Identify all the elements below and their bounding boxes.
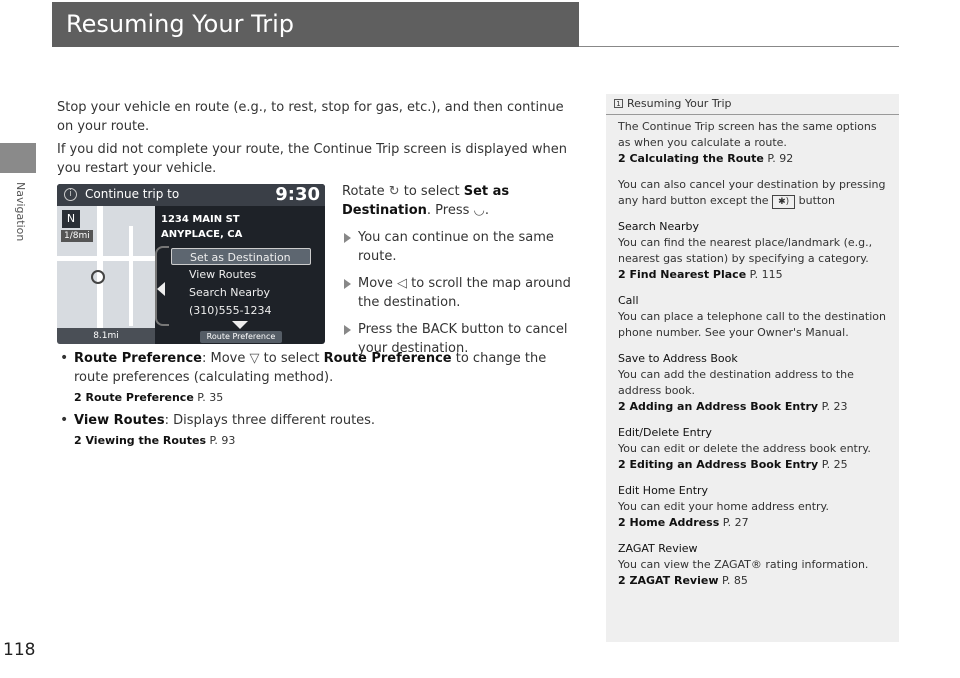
- note-block: [618, 483, 887, 531]
- step-text: to select: [403, 184, 460, 199]
- note-link[interactable]: [618, 515, 887, 531]
- sidebar-header: [606, 94, 899, 115]
- note-block: [618, 219, 887, 283]
- destination-address: [161, 212, 242, 242]
- note-link[interactable]: [618, 151, 887, 167]
- page-number: 118: [3, 640, 36, 660]
- step-text: to scroll the map around the destination.: [358, 276, 571, 310]
- screen-header: [57, 184, 325, 206]
- section-label: Navigation: [14, 182, 27, 242]
- note-link-label[interactable]: Home Address: [629, 516, 720, 529]
- route-preference-button[interactable]: Route Preference: [200, 331, 282, 343]
- map-road: [129, 226, 133, 326]
- note-title: Save to Address Book: [618, 352, 738, 365]
- step-text: Rotate: [342, 184, 385, 199]
- ref-page: P. 35: [197, 391, 224, 404]
- ref-link[interactable]: 2 Viewing the Routes: [74, 434, 206, 447]
- bullet-route-preference: [60, 349, 580, 407]
- note-block: [618, 541, 887, 589]
- note-title: Edit/Delete Entry: [618, 426, 712, 439]
- step-sub: Press the BACK button to cancel your destination.: [342, 320, 582, 358]
- note-title: ZAGAT Review: [618, 542, 698, 555]
- screen-title: Continue trip to: [85, 187, 180, 201]
- sidebar-heading: Resuming Your Trip: [627, 97, 732, 110]
- note-block: [618, 119, 887, 167]
- note-title: Search Nearby: [618, 220, 700, 233]
- note-page: P. 25: [821, 458, 848, 471]
- left-arrow-icon: [157, 282, 165, 296]
- cross-reference[interactable]: [74, 431, 580, 450]
- step-sub: [342, 274, 582, 312]
- note-block: [618, 351, 887, 415]
- note-text: You can find the nearest place/landmark (e.g., nearest gas station) by specifying a category.: [618, 236, 873, 265]
- note-badge: 1: [614, 99, 623, 108]
- bullet-view-routes: [60, 411, 580, 450]
- note-text: You can place a telephone call to the destination phone number. See your Owner's Manual.: [618, 310, 886, 339]
- bullet-text: to select: [263, 351, 320, 366]
- map-road: [57, 256, 155, 261]
- note-block: [618, 177, 887, 209]
- note-page: P. 115: [749, 268, 783, 281]
- step-intro: Rotate ↻ to select Set as Destination. Press ◡.: [342, 184, 510, 218]
- note-text: The Continue Trip screen has the same options as when you calculate a route.: [618, 120, 877, 149]
- map-button-icon: ✱): [772, 195, 795, 209]
- note-link[interactable]: [618, 267, 887, 283]
- note-link-label[interactable]: Find Nearest Place: [629, 268, 747, 281]
- bullet-text: : Displays three different routes.: [164, 413, 376, 428]
- step-sub: You can continue on the same route.: [342, 228, 582, 266]
- ref-page: P. 93: [209, 434, 236, 447]
- note-link-label[interactable]: Calculating the Route: [629, 152, 764, 165]
- bullet-text: to change the route preferences (calculating method).: [74, 351, 547, 385]
- note-text: You can edit your home address entry.: [618, 500, 829, 513]
- bullet-term: Route Preference: [323, 351, 452, 366]
- down-arrow-icon: [232, 321, 248, 329]
- note-link[interactable]: [618, 573, 887, 589]
- bullet-text: : Move: [202, 351, 246, 366]
- note-text: button: [798, 194, 835, 207]
- note-title: Call: [618, 294, 639, 307]
- menu-item-set-as-destination[interactable]: Set as Destination: [171, 248, 311, 265]
- note-link-label[interactable]: Editing an Address Book Entry: [629, 458, 819, 471]
- menu-item-call[interactable]: (310)555-1234: [189, 304, 272, 317]
- move-left-icon: ◁: [397, 276, 408, 291]
- north-icon: N: [62, 210, 80, 228]
- option-bullets: [60, 349, 580, 454]
- ref-link[interactable]: 2 Route Preference: [74, 391, 194, 404]
- press-knob-icon: ◡: [473, 203, 485, 218]
- title-rule: [579, 46, 899, 47]
- note-page: P. 85: [722, 574, 748, 587]
- note-block: [618, 425, 887, 473]
- note-page: P. 27: [722, 516, 749, 529]
- step-text: Move: [358, 276, 393, 291]
- note-link-label[interactable]: ZAGAT Review: [629, 574, 719, 587]
- continue-trip-screenshot: [57, 184, 325, 344]
- note-title: Edit Home Entry: [618, 484, 709, 497]
- note-page: P. 92: [767, 152, 794, 165]
- intro-paragraph-2: If you did not complete your route, the Continue Trip screen is displayed when you restart your vehicle.: [57, 142, 568, 176]
- bullet-term: Route Preference: [74, 351, 202, 366]
- note-text: You can edit or delete the address book entry.: [618, 442, 871, 455]
- intro-paragraph-1: Stop your vehicle en route (e.g., to rest, stop for gas, etc.), and then continue on your route.: [57, 100, 564, 134]
- note-link[interactable]: [618, 399, 887, 415]
- cross-reference[interactable]: [74, 388, 580, 407]
- title-bar: [52, 2, 579, 47]
- steps: [342, 182, 582, 358]
- step-target: Set as Destination: [342, 184, 510, 218]
- note-link-label[interactable]: Adding an Address Book Entry: [629, 400, 819, 413]
- note-text: You can add the destination address to the address book.: [618, 368, 854, 397]
- info-icon: i: [64, 188, 77, 201]
- notes-sidebar: [606, 94, 899, 642]
- address-line-1: 1234 MAIN ST: [161, 214, 240, 225]
- note-text: You can view the ZAGAT® rating information.: [618, 558, 869, 571]
- note-text: You can also cancel your destination by pressing any hard button except the: [618, 178, 886, 207]
- screen-menu: [171, 248, 311, 320]
- map-scale: 1/8mi: [61, 230, 93, 242]
- section-tab: [0, 143, 36, 173]
- note-link[interactable]: [618, 457, 887, 473]
- note-page: P. 23: [821, 400, 848, 413]
- page-title: Resuming Your Trip: [66, 10, 294, 38]
- map-view: [57, 206, 155, 344]
- menu-item-view-routes[interactable]: View Routes: [189, 268, 257, 281]
- menu-item-search-nearby[interactable]: Search Nearby: [189, 286, 271, 299]
- map-distance: 8.1mi: [57, 328, 155, 344]
- screen-clock: 9:30: [275, 184, 320, 205]
- move-down-icon: ▽: [249, 351, 260, 366]
- step-text: . Press: [426, 203, 470, 218]
- bullet-term: View Routes: [74, 413, 165, 428]
- destination-pin-icon: [91, 270, 105, 284]
- note-block: [618, 293, 887, 341]
- rotate-knob-icon: ↻: [388, 184, 400, 199]
- sidebar-content: [606, 115, 899, 589]
- address-line-2: ANYPLACE, CA: [161, 229, 243, 240]
